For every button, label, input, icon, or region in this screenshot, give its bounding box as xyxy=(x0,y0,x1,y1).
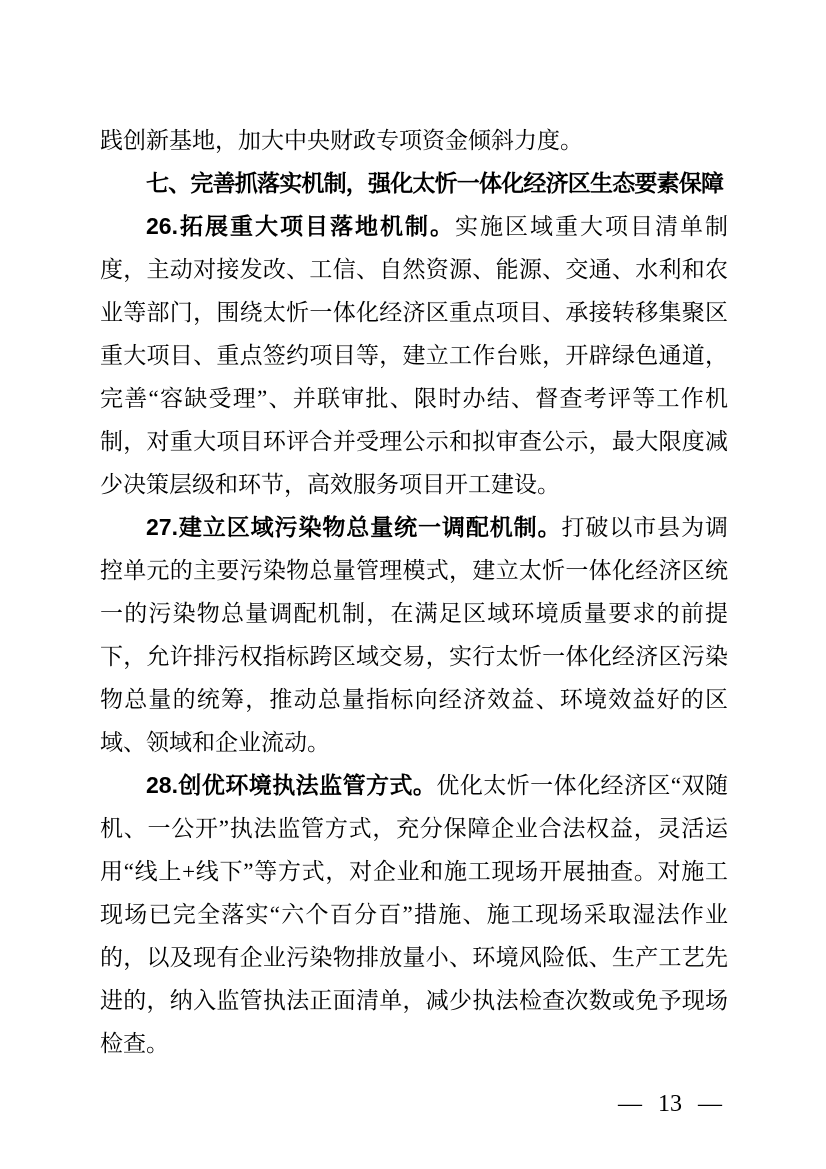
section-heading: 七、完善抓落实机制，强化太忻一体化经济区生态要素保障 xyxy=(146,170,724,196)
paragraph-27 xyxy=(100,506,728,764)
paragraph-28-text: 优化太忻一体化经济区“双随机、一公开”执法监管方式，充分保障企业合法权益，灵活运用“线上+线下”等方式，对企业和施工现场开展抽查。对施工现场已完全落实“六个百分百”措施、施工现场采取湿法作业的，以及现有企业污染物排放量小、环境风险低、生产工艺先进的，纳入监管执法正面清单，减少执法检查次数或免予现场检查。 xyxy=(100,773,728,1056)
paragraph-26 xyxy=(100,205,728,506)
document-body xyxy=(100,119,728,1065)
page-number-value: 13 xyxy=(658,1091,682,1117)
page-number-dash-left: — xyxy=(618,1091,642,1117)
paragraph-27-text: 打破以市县为调控单元的主要污染物总量管理模式，建立太忻一体化经济区统一的污染物总量调配机制，在满足区域环境质量要求的前提下，允许排污权指标跨区域交易，实行太忻一体化经济区污染物总量的统筹，推动总量指标向经济效益、环境效益好的区域、领域和企业流动。 xyxy=(100,515,728,755)
page-number-dash-right: — xyxy=(698,1091,722,1117)
paragraph-28-lead: 28.创优环境执法监管方式。 xyxy=(146,772,437,798)
paragraph-27-lead: 27.建立区域污染物总量统一调配机制。 xyxy=(146,514,562,540)
paragraph-continuation: 践创新基地，加大中央财政专项资金倾斜力度。 xyxy=(100,128,583,153)
page-number xyxy=(618,1090,722,1118)
paragraph-26-text: 实施区域重大项目清单制度，主动对接发改、工信、自然资源、能源、交通、水利和农业等部门，围绕太忻一体化经济区重点项目、承接转移集聚区重大项目、重点签约项目等，建立工作台账，开辟绿色通道，完善“容缺受理”、并联审批、限时办结、督查考评等工作机制，对重大项目环评合并受理公示和拟审查公示，最大限度减少决策层级和环节，高效服务项目开工建设。 xyxy=(100,214,728,497)
paragraph-28 xyxy=(100,764,728,1065)
paragraph-26-lead: 26.拓展重大项目落地机制。 xyxy=(146,213,455,239)
